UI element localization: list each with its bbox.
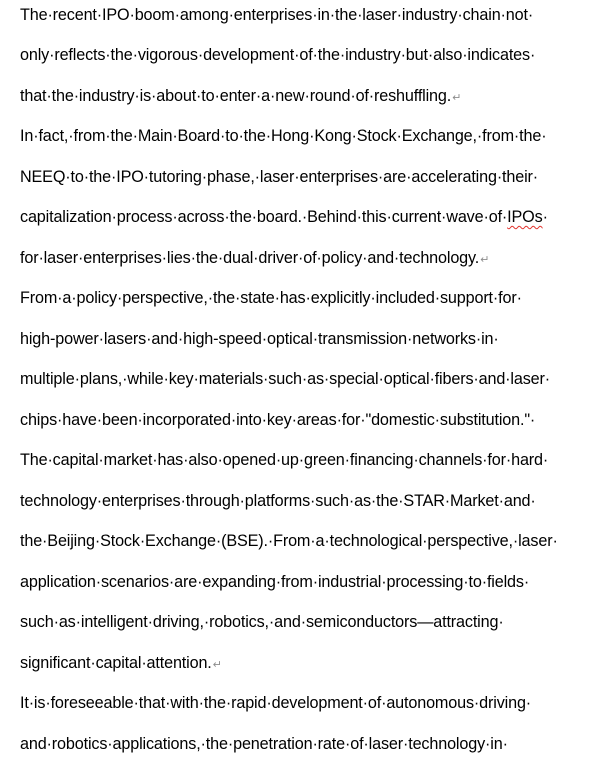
line-text: such·as·intelligent·driving,·robotics,·and·semiconductors—attracting·	[20, 613, 504, 631]
paragraph-mark-icon: ↵	[480, 254, 490, 266]
text-line[interactable]	[20, 571, 529, 593]
line-text: The·capital·market·has·also·opened·up·green·financing·channels·for·hard·	[20, 451, 549, 469]
text-line[interactable]	[20, 4, 533, 26]
line-text: chips·have·been·incorporated·into·key·areas·for·"domestic·substitution."·	[20, 411, 536, 429]
text-line[interactable]	[20, 368, 550, 390]
text-line[interactable]	[20, 287, 522, 309]
line-text: NEEQ·to·the·IPO·tutoring·phase,·laser·enterprises·are·accelerating·their·	[20, 168, 539, 186]
spelling-flag-word[interactable]: IPOs	[507, 208, 543, 226]
text-line[interactable]	[20, 490, 536, 512]
paragraph-mark-icon: ↵	[212, 659, 222, 671]
line-text: multiple·plans,·while·key·materials·such·as·special·optical·fibers·and·laser·	[20, 370, 551, 388]
line-text: for·laser·enterprises·lies·the·dual·driver·of·policy·and·technology.	[20, 249, 480, 267]
line-text: the·Beijing·Stock·Exchange·(BSE).·From·a·technological·perspective,·laser·	[20, 532, 558, 550]
line-text: capitalization·process·across·the·board.·Behind·this·current·wave·of·	[20, 208, 508, 226]
text-line[interactable]	[20, 247, 489, 269]
text-line[interactable]	[20, 652, 222, 674]
text-line[interactable]	[20, 125, 546, 147]
line-text: significant·capital·attention.	[20, 654, 212, 672]
text-line[interactable]	[20, 328, 499, 350]
text-line[interactable]	[20, 449, 548, 471]
line-text: It·is·foreseeable·that·with·the·rapid·development·of·autonomous·driving·	[20, 694, 532, 712]
line-text-tail: ·	[542, 208, 548, 226]
text-line[interactable]	[20, 611, 504, 633]
text-line[interactable]	[20, 733, 508, 755]
text-line[interactable]	[20, 692, 531, 714]
line-text: only·reflects·the·vigorous·development·of·the·industry·but·also·indicates·	[20, 46, 536, 64]
line-text: and·robotics·applications,·the·penetration·rate·of·laser·technology·in·	[20, 735, 508, 753]
text-line[interactable]	[20, 166, 538, 188]
line-text: high-power·lasers·and·high-speed·optical·transmission·networks·in·	[20, 330, 499, 348]
line-text: application·scenarios·are·expanding·from·industrial·processing·to·fields·	[20, 573, 530, 591]
text-line[interactable]	[20, 206, 548, 228]
line-text: From·a·policy·perspective,·the·state·has·explicitly·included·support·for·	[20, 289, 522, 307]
text-line[interactable]	[20, 85, 461, 107]
line-text: The·recent·IPO·boom·among·enterprises·in·the·laser·industry·chain·not·	[20, 6, 534, 24]
text-line[interactable]	[20, 530, 558, 552]
text-line[interactable]	[20, 409, 535, 431]
line-text: technology·enterprises·through·platforms·such·as·the·STAR·Market·and·	[20, 492, 536, 510]
line-text: that·the·industry·is·about·to·enter·a·new·round·of·reshuffling.	[20, 87, 452, 105]
line-text: In·fact,·from·the·Main·Board·to·the·Hong·Kong·Stock·Exchange,·from·the·	[20, 127, 547, 145]
paragraph-mark-icon: ↵	[452, 92, 462, 104]
text-line[interactable]	[20, 44, 535, 66]
